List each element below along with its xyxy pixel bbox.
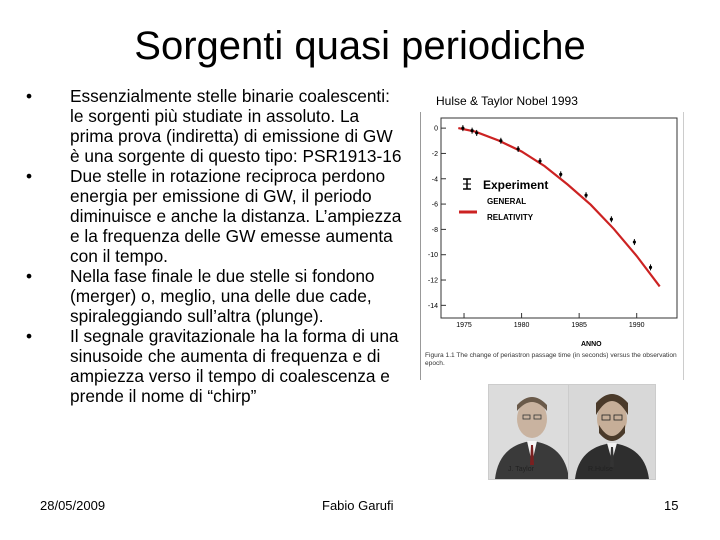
bullet-marker: •	[26, 266, 33, 286]
bullet-item	[26, 326, 406, 406]
figure-header: Hulse & Taylor Nobel 1993	[436, 94, 578, 108]
bullet-text: Due stelle in rotazione reciproca perdono energia per emissione di GW, il periodo diminuisce e anche la distanza. L’ampiezza e la frequenza delle GW emesse aumenta con il tempo.	[70, 166, 402, 266]
experiment-point	[584, 194, 587, 197]
x-tick-label: 1980	[513, 322, 530, 329]
x-tick-label: 1975	[456, 322, 472, 329]
legend-experiment-label: Experiment	[483, 178, 549, 192]
bullet-text: Il segnale gravitazionale ha la forma di una sinusoide che aumenta di frequenza e di ampiezza verso il tempo di coalescenza e prende il nome di “chirp”	[70, 326, 399, 406]
legend-gr-label-line1: GENERAL	[487, 197, 527, 206]
experiment-point	[610, 218, 613, 221]
bullet-text: Nella fase finale le due stelle si fondono (merger) o, meglio, una delle due cade, spiraleggiando sull’altra (plunge).	[70, 266, 375, 326]
y-tick-label: -2	[431, 150, 438, 158]
chart-legend	[459, 178, 548, 222]
y-tick-label: -12	[427, 277, 438, 285]
plot-area-border	[441, 118, 677, 318]
photo-taylor-label: J. Taylor	[508, 466, 534, 473]
experiment-point	[649, 266, 652, 269]
x-tick-label: 1990	[628, 322, 645, 329]
bullet-item	[26, 266, 406, 326]
y-tick-label: -14	[427, 302, 438, 310]
bullet-item	[26, 86, 406, 166]
decay-chart	[421, 112, 683, 380]
y-tick-label: -4	[431, 176, 438, 184]
experiment-point	[633, 240, 636, 243]
experiment-point	[538, 159, 541, 162]
bullet-list	[26, 86, 406, 406]
legend-experiment-symbol	[463, 179, 471, 189]
experiment-point	[499, 139, 502, 142]
figure-panel	[420, 112, 684, 380]
gr-prediction-line	[458, 128, 659, 286]
y-tick-label: -10	[427, 252, 438, 260]
y-tick-label: -6	[431, 201, 438, 209]
slide-title: Sorgenti quasi periodiche	[134, 24, 586, 68]
photo-hulse-label: R.Hulse	[588, 466, 613, 473]
bullet-marker: •	[26, 166, 33, 186]
chart-axes	[428, 118, 677, 329]
footer-date: 28/05/2009	[40, 498, 106, 513]
bullet-marker: •	[26, 86, 33, 106]
experiment-point	[475, 131, 478, 134]
x-axis-label: ANNO	[581, 341, 602, 348]
footer-author: Fabio Garufi	[322, 498, 394, 513]
y-tick-label: 0	[434, 125, 438, 133]
experiment-point	[461, 127, 464, 130]
experiment-point	[559, 173, 562, 176]
legend-gr-label-line2: RELATIVITY	[487, 213, 534, 222]
figure-caption: Figura 1.1 The change of periastron passage time (in seconds) versus the observation epoch.	[425, 352, 677, 367]
bullet-text: Essenzialmente stelle binarie coalescenti: le sorgenti più studiate in assoluto. La prima prova (indiretta) di emissione di GW è una sorgente di questo tipo: PSR1913-16	[70, 86, 402, 166]
figure-caption-box	[425, 352, 681, 380]
x-tick-label: 1985	[571, 322, 587, 329]
y-tick-label: -8	[431, 226, 438, 234]
bullet-item	[26, 166, 406, 266]
bullet-marker: •	[26, 326, 33, 346]
experiment-point	[517, 147, 520, 150]
experiment-point	[470, 129, 473, 132]
footer-page-number: 15	[664, 498, 679, 513]
